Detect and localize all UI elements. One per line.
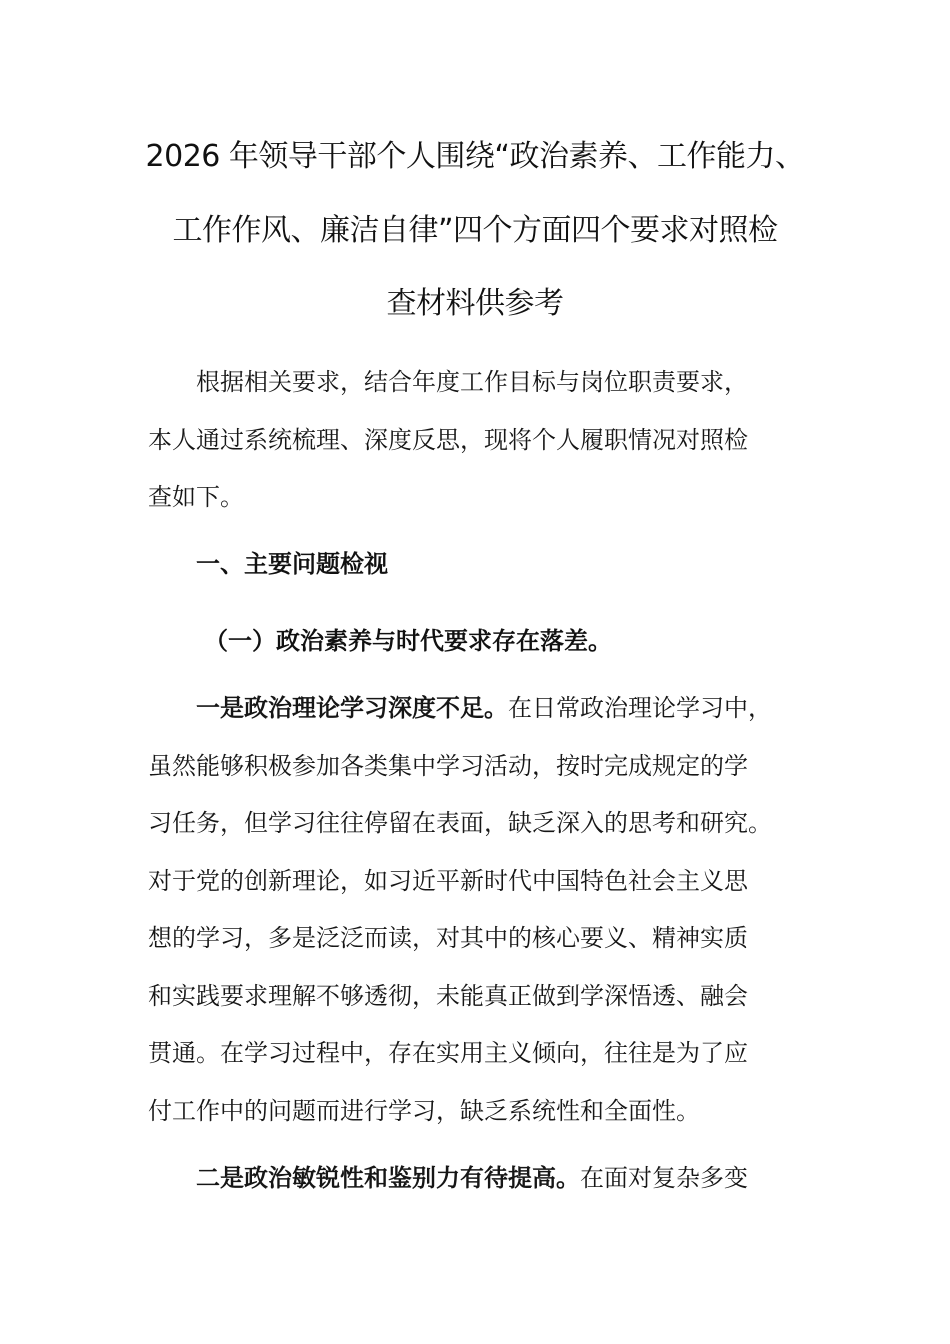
point-1-line: 付工作中的问题而进行学习，缺乏系统性和全面性。 [148,1097,700,1125]
point-2-first-line-rest: 在面对复杂多变 [580,1164,748,1192]
point-1-first-line-rest: 在日常政治理论学习中， [508,694,772,722]
point-1-line: 对于党的创新理论，如习近平新时代中国特色社会主义思 [148,867,748,895]
point-2-lead: 二是政治敏锐性和鉴别力有待提高。 [196,1163,580,1192]
document-title-line-2: 工作作风、廉洁自律”四个方面四个要求对照检 [172,213,778,248]
point-2-first-line [196,1162,748,1194]
subsection-heading: （一）政治素养与时代要求存在落差。 [204,626,612,655]
point-1-line: 虽然能够积极参加各类集中学习活动，按时完成规定的学 [148,752,748,780]
point-1-line: 和实践要求理解不够透彻，未能真正做到学深悟透、融会 [148,982,748,1010]
intro-line-1: 根据相关要求，结合年度工作目标与岗位职责要求， [196,368,748,396]
point-1-line: 贯通。在学习过程中，存在实用主义倾向，往往是为了应 [148,1039,748,1067]
point-1-line: 想的学习，多是泛泛而读，对其中的核心要义、精神实质 [148,924,748,952]
intro-line-2: 本人通过系统梳理、深度反思，现将个人履职情况对照检 [148,426,748,454]
point-1-lead: 一是政治理论学习深度不足。 [196,693,508,722]
point-1-first-line [196,692,772,724]
document-title-line-1: 2026 年领导干部个人围绕“政治素养、工作能力、 [145,139,805,174]
document-title-line-3: 查材料供参考 [386,286,564,321]
intro-line-3: 查如下。 [148,483,244,511]
point-1-line: 习任务，但学习往往停留在表面，缺乏深入的思考和研究。 [148,809,772,837]
section-heading: 一、主要问题检视 [196,550,388,578]
